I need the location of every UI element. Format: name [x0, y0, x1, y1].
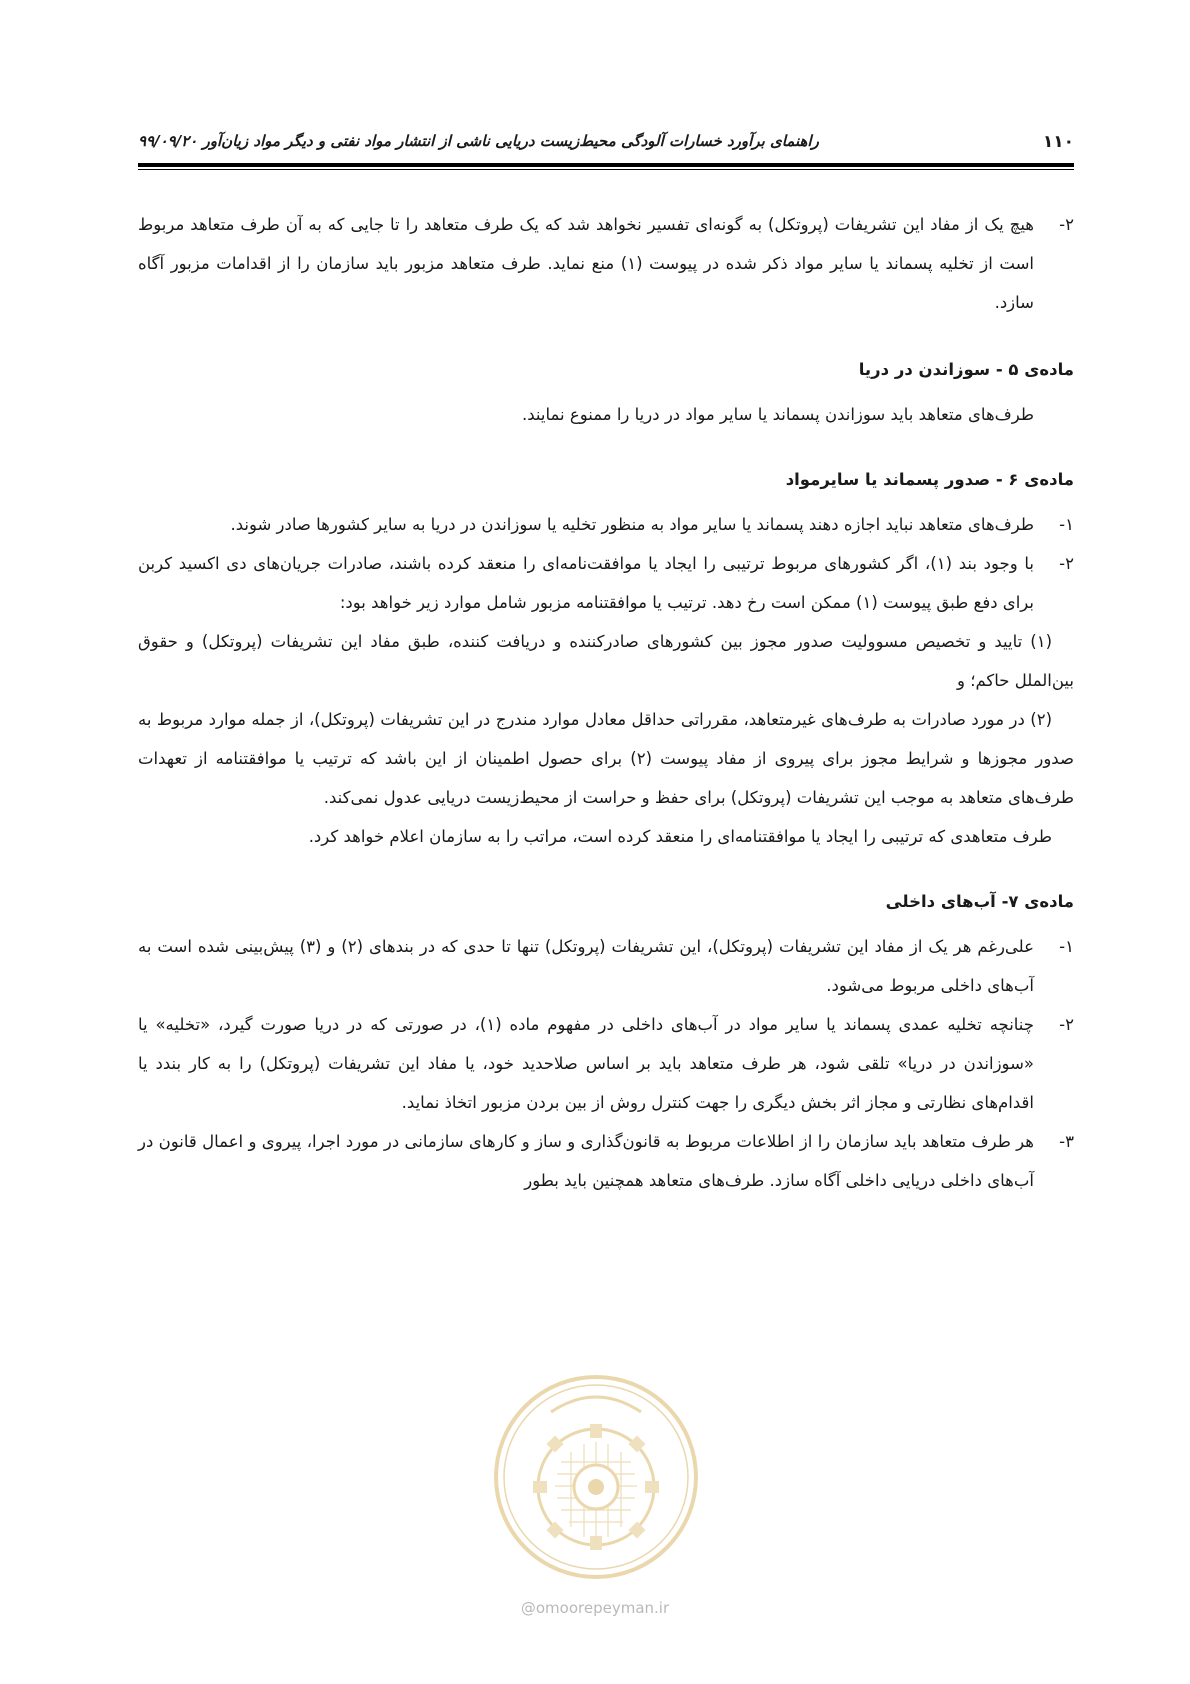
clause-text: هر طرف متعاهد باید سازمان را از اطلاعات مربوط به قانون‌گذاری و ساز و کارهای سازمانی در مورد اجرا، پیروی و اعمال قانون در آب‌های داخلی دریایی داخلی آگاه سازد. طرف‌های متعاهد همچنین باید بطور [138, 1132, 1034, 1190]
closing-paragraph: طرف متعاهدی که ترتیبی را ایجاد یا موافقتنامه‌ای را منعقد کرده است، مراتب را به سازمان اعلام خواهد کرد. [308, 827, 1052, 846]
clause-number: ۳- [1059, 1132, 1074, 1151]
clause-item [138, 205, 1074, 322]
article-heading: ماده‌ی ۶ - صدور پسماند یا سایرمواد [785, 470, 1074, 489]
clause-number: ۱- [1059, 937, 1074, 956]
article-text: طرف‌های متعاهد باید سوزاندن پسماند یا سایر مواد در دریا را ممنوع نمایند. [522, 405, 1034, 424]
clause-number: ۲- [1059, 215, 1074, 234]
header-rule-thin [138, 169, 1074, 170]
clause-number: ۲- [1059, 1015, 1074, 1034]
article-heading: ماده‌ی ۵ - سوزاندن در دریا [858, 360, 1074, 379]
document-body [138, 205, 1074, 1200]
clause-number: ۱- [1059, 515, 1074, 534]
running-title: راهنمای برآورد خسارات آلودگی محیط‌زیست دریایی ناشی از انتشار مواد نفتی و دیگر مواد زیان‌آور ۹۹/۰۹/۲۰ [138, 132, 819, 150]
clause-text: علی‌رغم هر یک از مفاد این تشریفات (پروتکل)، این تشریفات (پروتکل) تنها تا حدی که در بندهای (۲) و (۳) پیش‌بینی شده است به آب‌های داخلی مربوط می‌شود. [138, 937, 1034, 995]
clause-item [138, 544, 1074, 622]
watermark-seal-icon [491, 1372, 701, 1582]
clause-text: طرف‌های متعاهد نباید اجازه دهند پسماند یا سایر مواد به منظور تخلیه یا سوزاندن در دریا به سایر کشورها صادر شوند. [230, 515, 1034, 534]
watermark-url: @omoorepeyman.ir [520, 1599, 670, 1617]
clause-item [138, 1005, 1074, 1122]
sub-clause: (۱) تایید و تخصیص مسوولیت صدور مجوز بین کشورهای صادرکننده و دریافت کننده، طبق مفاد این تشریفات (پروتکل) و حقوق بین‌الملل حاکم؛ و [138, 632, 1074, 690]
clause-text: چنانچه تخلیه عمدی پسماند یا سایر مواد در آب‌های داخلی در مفهوم ماده (۱)، در صورتی که در دریا صورت گیرد، «تخلیه» یا «سوزاندن در دریا» تلقی شود، هر طرف متعاهد باید بر اساس صلاحدید خود، یا مفاد این تشریفات (پروتکل) را به کار بندد یا اقدام‌های نظارتی و مجاز اثر بخش دیگری را جهت کنترل روش از بین بردن مزبور اتخاذ نماید. [138, 1015, 1034, 1112]
clause-item [138, 927, 1074, 1005]
article-heading: ماده‌ی ۷- آب‌های داخلی [885, 892, 1074, 911]
page-header [138, 130, 1074, 160]
clause-text: هیچ یک از مفاد این تشریفات (پروتکل) به گونه‌ای تفسیر نخواهد شد که یک طرف متعاهد را تا جایی که به آن طرف متعاهد مربوط است از تخلیه پسماند یا سایر مواد ذکر شده در پیوست (۱) منع نماید. طرف متعاهد مزبور باید سازمان را از اقدامات مزبور آگاه سازد. [138, 215, 1035, 312]
page-number: ۱۱۰ [1042, 132, 1074, 152]
clause-item [138, 505, 1074, 544]
clause-number: ۲- [1059, 554, 1074, 573]
sub-clause: (۲) در مورد صادرات به طرف‌های غیرمتعاهد، مقرراتی حداقل معادل موارد مندرج در این تشریفات (پروتکل)، از جمله موارد مربوط به صدور مجوزها و شرایط مجوز برای پیروی از مفاد پیوست (۲) برای حصول اطمینان از این باشد که ترتیب یا موافقتنامه از تعهدات طرف‌های متعاهد به موجب این تشریفات (پروتکل) برای حفظ و حراست از محیط‌زیست دریایی عدول نمی‌کند. [138, 710, 1074, 807]
clause-item [138, 1122, 1074, 1200]
header-rule-thick [138, 163, 1074, 167]
clause-text: با وجود بند (۱)، اگر کشورهای مربوط ترتیبی را ایجاد یا موافقت‌نامه‌ای را منعقد کرده باشند، صادرات جریان‌های دی اکسید کربن برای دفع طبق پیوست (۱) ممکن است رخ دهد. ترتیب یا موافقتنامه مزبور شامل موارد زیر خواهد بود: [138, 554, 1034, 612]
